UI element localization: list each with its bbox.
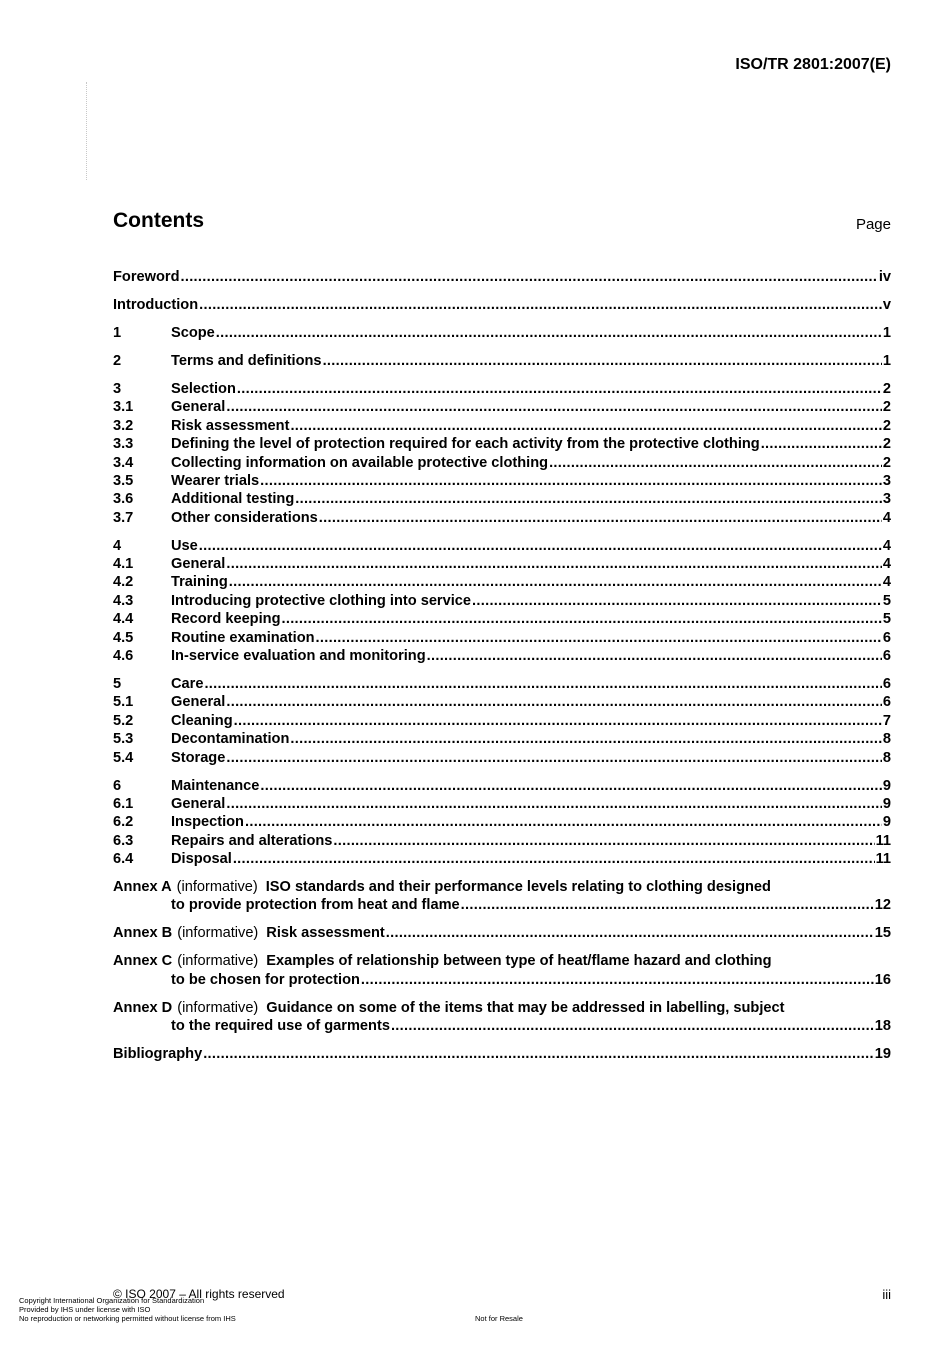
annex-title-line-1: Risk assessment [266, 925, 385, 942]
toc-entry-page: 16 [874, 971, 891, 988]
annex-label: Annex C [113, 953, 173, 970]
toc-entry-title: Additional testing [171, 491, 295, 508]
annex-label: Annex A [113, 879, 172, 896]
toc-entry-section-5-1[interactable] [113, 693, 891, 711]
toc-entry-number: 5.3 [113, 731, 134, 748]
toc-entry-section-3[interactable] [113, 380, 891, 398]
annex-title-line-2: to the required use of garments [171, 1018, 390, 1035]
toc-entry-number: 3.6 [113, 491, 134, 508]
dot-leader [461, 896, 874, 914]
dot-leader [199, 537, 882, 555]
toc-entry-page: 11 [875, 851, 891, 868]
toc-entry-page: 4 [882, 574, 891, 591]
toc-entry-title: Introducing protective clothing into service [171, 592, 472, 609]
toc-entry-section-3-2[interactable] [113, 417, 891, 435]
toc-entry-title: Decontamination [171, 731, 290, 748]
toc-entry-title: Routine examination [171, 629, 315, 646]
toc-entry-page: 8 [882, 749, 891, 766]
contents-heading: Contents [113, 209, 204, 232]
toc-entry-title: Maintenance [171, 777, 260, 794]
toc-entry-title: Defining the level of protection required for each activity from the protective clothing [171, 436, 760, 453]
toc-entry-title: Wearer trials [171, 472, 260, 489]
toc-entry-number: 2 [113, 352, 122, 369]
dot-leader [203, 1045, 874, 1063]
toc-entry-page: v [882, 296, 891, 313]
dot-leader [226, 749, 882, 767]
license-notice-copyright: Copyright International Organization for Standardization [19, 1296, 205, 1305]
toc-entry-title: Use [171, 537, 198, 554]
toc-entry-section-6-2[interactable] [113, 813, 891, 831]
toc-entry-page: 9 [882, 814, 891, 831]
toc-entry-section-2[interactable] [113, 352, 891, 370]
toc-entry-title: Repairs and alterations [171, 832, 333, 849]
table-of-contents [113, 268, 891, 1064]
toc-entry-section-3-7[interactable] [113, 509, 891, 527]
dot-leader [549, 454, 882, 472]
toc-entry-annex-b[interactable] [113, 924, 891, 942]
annex-label: Annex B [113, 925, 173, 942]
toc-entry-section-4-1[interactable] [113, 555, 891, 573]
toc-entry-section-3-1[interactable] [113, 398, 891, 416]
annex-title-line-1: Examples of relationship between type of heat/flame hazard and clothing [266, 953, 772, 970]
toc-entry-section-4-5[interactable] [113, 629, 891, 647]
toc-entry-section-5[interactable] [113, 675, 891, 693]
toc-entry-section-4-6[interactable] [113, 647, 891, 665]
toc-entry-page: iv [878, 269, 891, 285]
toc-entry-page: 5 [882, 611, 891, 628]
footer-page-number: iii [882, 1287, 891, 1302]
toc-entry-section-3-4[interactable] [113, 454, 891, 472]
toc-entry-page: 4 [882, 509, 891, 526]
toc-entry-section-5-2[interactable] [113, 712, 891, 730]
toc-entry-title: Cleaning [171, 712, 233, 729]
toc-entry-title: Storage [171, 749, 226, 766]
toc-entry-section-5-4[interactable] [113, 749, 891, 767]
toc-entry-number: 5.2 [113, 712, 134, 729]
toc-entry-number: 3.3 [113, 436, 134, 453]
toc-entry-page: 12 [874, 897, 891, 914]
toc-entry-number: 5 [113, 675, 122, 692]
toc-entry-number: 3.5 [113, 472, 134, 489]
toc-entry-title: In-service evaluation and monitoring [171, 648, 426, 664]
annex-title-line-2: to provide protection from heat and flame [171, 897, 460, 914]
dot-leader [204, 675, 881, 693]
toc-entry-title: Scope [171, 324, 215, 341]
toc-entry-page: 4 [882, 556, 891, 573]
annex-type: (informative) [176, 879, 258, 896]
toc-entry-title: Disposal [171, 851, 232, 868]
dot-leader [361, 971, 874, 989]
dot-leader [234, 712, 882, 730]
license-notice-provider: Provided by IHS under license with ISO [19, 1305, 151, 1314]
toc-entry-page: 7 [882, 712, 891, 729]
toc-entry-title: Selection [171, 380, 236, 397]
annex-title-line-1: ISO standards and their performance levels relating to clothing designed [265, 879, 771, 896]
toc-entry-number: 6.3 [113, 832, 134, 849]
toc-entry-title: Inspection [171, 814, 244, 831]
annex-type: (informative) [177, 999, 259, 1016]
toc-entry-introduction[interactable] [113, 296, 891, 314]
dot-leader [472, 592, 882, 610]
toc-entry-section-4-3[interactable] [113, 592, 891, 610]
toc-entry-number: 6.1 [113, 795, 134, 812]
toc-entry-page: 8 [882, 731, 891, 748]
toc-entry-number: 1 [113, 324, 122, 341]
toc-entry-title: General [171, 556, 226, 573]
toc-entry-page: 3 [882, 491, 891, 508]
toc-entry-number: 3.1 [113, 399, 134, 416]
toc-entry-number: 5.4 [113, 749, 134, 766]
toc-entry-title: Terms and definitions [171, 352, 322, 369]
dot-leader [316, 629, 882, 647]
dot-leader [260, 777, 881, 795]
toc-entry-section-4[interactable] [113, 537, 891, 555]
toc-entry-section-6-3[interactable] [113, 832, 891, 850]
toc-entry-annex-d[interactable] [113, 999, 891, 1036]
dot-leader [226, 795, 882, 813]
dot-leader [290, 417, 881, 435]
toc-entry-page: 1 [882, 324, 891, 341]
dot-leader [260, 472, 882, 490]
toc-entry-page: 18 [874, 1018, 891, 1035]
dot-leader [233, 850, 875, 868]
toc-entry-page: 15 [874, 925, 891, 942]
dot-leader [295, 490, 882, 508]
toc-entry-page: 9 [882, 777, 891, 794]
toc-entry-page: 2 [882, 436, 891, 453]
toc-entry-title: Risk assessment [171, 417, 290, 434]
toc-entry-page: 11 [875, 832, 891, 849]
toc-entry-section-3-6[interactable] [113, 490, 891, 508]
toc-entry-number: 5.1 [113, 694, 134, 711]
toc-entry-title: General [171, 694, 226, 711]
toc-entry-page: 2 [882, 417, 891, 434]
annex-title-line-2: to be chosen for protection [171, 971, 360, 988]
annex-title-line-1: Guidance on some of the items that may be addressed in labelling, subject [266, 999, 785, 1016]
toc-entry-annex-c[interactable] [113, 952, 891, 989]
toc-entry-title: Introduction [113, 296, 199, 313]
toc-entry-section-3-5[interactable] [113, 472, 891, 490]
dot-leader [281, 610, 881, 628]
dot-leader [226, 398, 882, 416]
toc-entry-number: 6 [113, 777, 122, 794]
toc-entry-section-6-4[interactable] [113, 850, 891, 868]
toc-entry-number: 4.5 [113, 629, 134, 646]
toc-entry-page: 2 [882, 454, 891, 471]
toc-entry-number: 6.4 [113, 851, 134, 868]
dot-leader [237, 380, 882, 398]
toc-entry-page: 6 [882, 648, 891, 664]
dot-leader [226, 555, 882, 573]
toc-entry-page: 9 [882, 795, 891, 812]
dot-leader [323, 352, 882, 370]
toc-entry-page: 5 [882, 592, 891, 609]
toc-entry-section-5-3[interactable] [113, 730, 891, 748]
dot-leader [761, 435, 882, 453]
dot-leader [216, 324, 882, 342]
toc-entry-number: 3 [113, 380, 122, 397]
toc-entry-page: 2 [882, 380, 891, 397]
toc-entry-title: Bibliography [113, 1046, 203, 1063]
dot-leader [229, 573, 882, 591]
annex-label: Annex D [113, 999, 173, 1016]
toc-entry-section-4-2[interactable] [113, 573, 891, 591]
toc-entry-title: Other considerations [171, 509, 318, 526]
toc-entry-bibliography[interactable] [113, 1045, 891, 1063]
toc-entry-title: General [171, 399, 226, 416]
page-column-label: Page [855, 216, 891, 233]
dot-leader [290, 730, 881, 748]
toc-entry-number: 4.3 [113, 592, 134, 609]
toc-entry-title: Training [171, 574, 228, 591]
toc-entry-number: 6.2 [113, 814, 134, 831]
toc-entry-page: 3 [882, 472, 891, 489]
toc-entry-section-6[interactable] [113, 777, 891, 795]
toc-entry-title: General [171, 795, 226, 812]
toc-entry-number: 4.6 [113, 648, 134, 664]
dot-leader [319, 509, 882, 527]
toc-entry-page: 1 [882, 352, 891, 369]
toc-entry-number: 4 [113, 537, 122, 554]
footer-copyright: © ISO 2007 – All rights reserved [113, 1287, 285, 1301]
toc-entry-page: 4 [882, 537, 891, 554]
dot-leader [199, 296, 882, 314]
toc-entry-title: Care [171, 675, 204, 692]
dot-leader [333, 832, 874, 850]
toc-entry-section-4-4[interactable] [113, 610, 891, 628]
dot-leader [427, 647, 882, 665]
toc-entry-page: 19 [874, 1046, 891, 1063]
margin-mark [86, 82, 90, 180]
document-identifier: ISO/TR 2801:2007(E) [735, 56, 891, 73]
dot-leader [391, 1017, 874, 1035]
dot-leader [226, 693, 882, 711]
toc-entry-number: 3.4 [113, 454, 134, 471]
toc-entry-section-3-3[interactable] [113, 435, 891, 453]
toc-entry-page: 6 [882, 694, 891, 711]
dot-leader [245, 813, 882, 831]
toc-entry-title: Foreword [113, 269, 180, 285]
toc-entry-page: 6 [882, 675, 891, 692]
toc-entry-number: 4.1 [113, 556, 134, 573]
toc-entry-section-6-1[interactable] [113, 795, 891, 813]
toc-entry-annex-a[interactable] [113, 878, 891, 915]
license-notice-reproduction: No reproduction or networking permitted without license from IHS [19, 1314, 236, 1323]
toc-entry-page: 2 [882, 399, 891, 416]
dot-leader [386, 924, 874, 942]
license-notice-resale: Not for Resale [475, 1314, 523, 1323]
toc-entry-page: 6 [882, 629, 891, 646]
annex-type: (informative) [177, 953, 259, 970]
annex-type: (informative) [177, 925, 259, 942]
toc-entry-foreword[interactable] [113, 268, 891, 286]
toc-entry-title: Collecting information on available protective clothing [171, 454, 549, 471]
toc-entry-number: 4.2 [113, 574, 134, 591]
toc-entry-title: Record keeping [171, 611, 281, 628]
dot-leader [180, 268, 877, 286]
toc-entry-number: 3.2 [113, 417, 134, 434]
toc-entry-number: 4.4 [113, 611, 134, 628]
toc-entry-number: 3.7 [113, 509, 134, 526]
toc-entry-section-1[interactable] [113, 324, 891, 342]
